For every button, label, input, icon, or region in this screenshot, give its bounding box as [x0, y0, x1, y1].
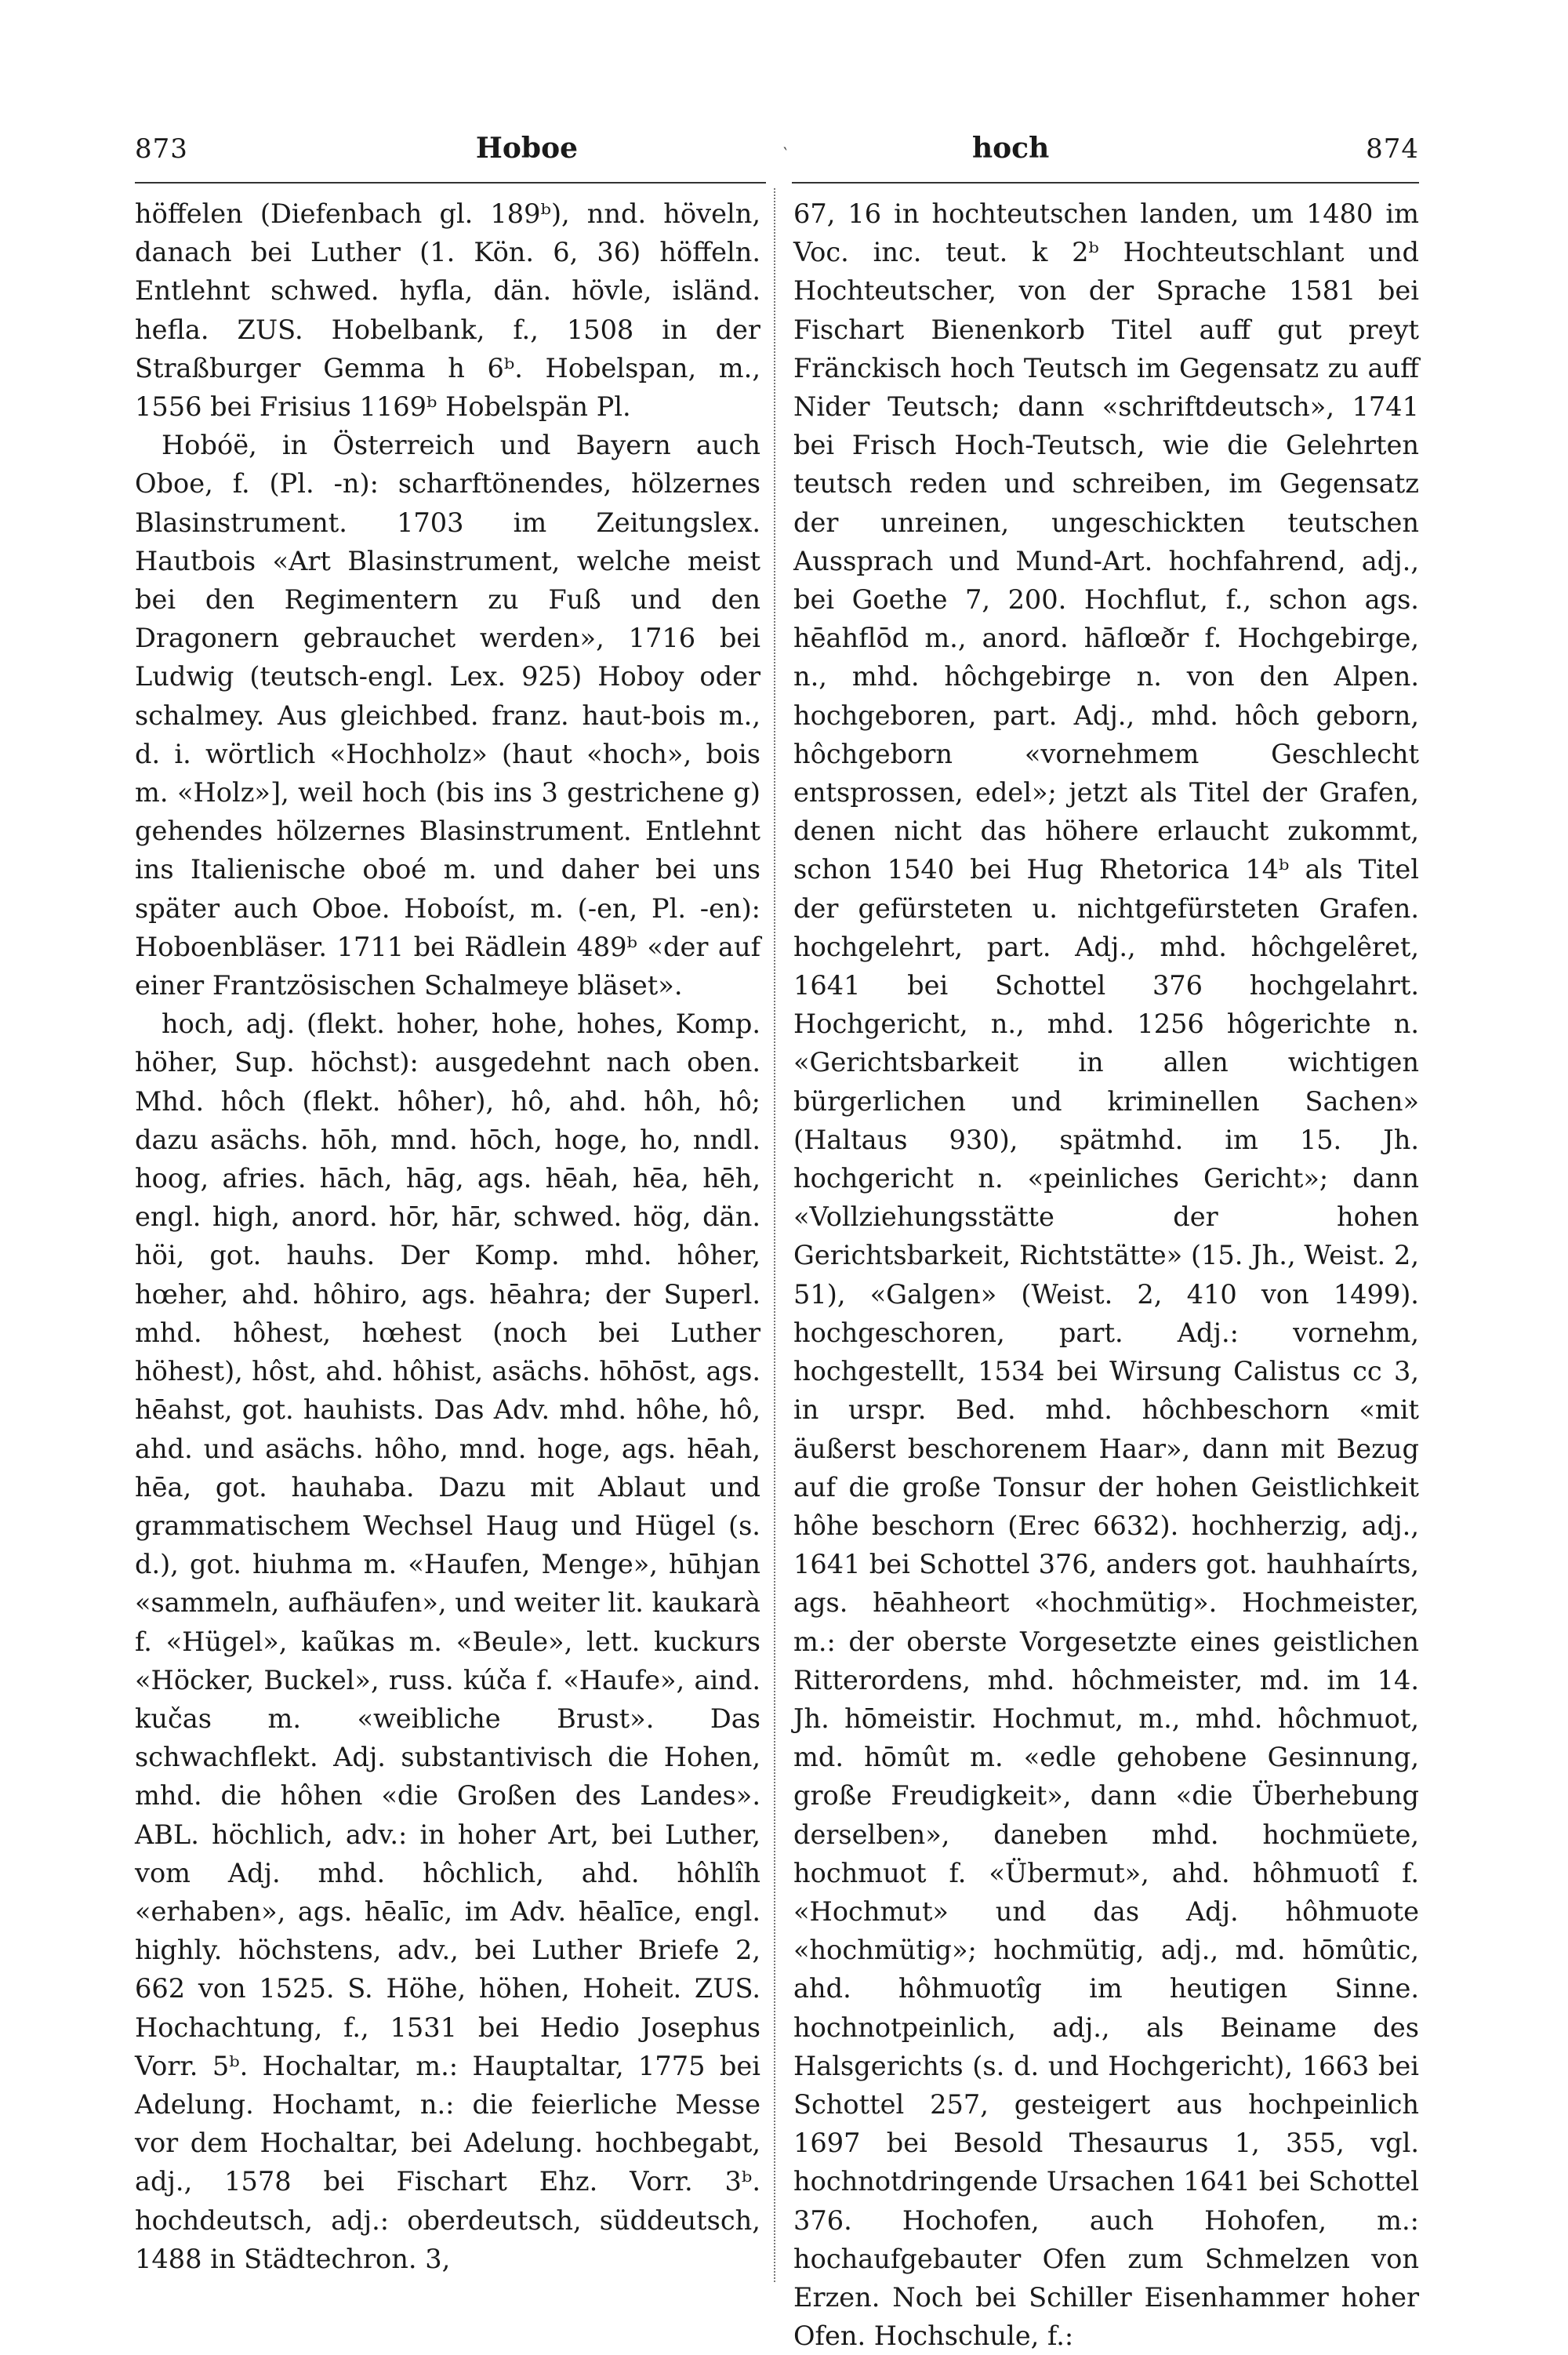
entry-hoch: hoch, adj. (flekt. hoher, hohe, hohes, Komp. höher, Sup. höchst): ausgedehnt nach oben. Mhd. hôch (flekt. hôher), hô, ahd. hôh, hô; dazu asächs. hōh, mnd. hōch, hoge, ho, nndl. hoog, afries. hāch, hāg, ags. hēah, hēa, hēh, engl. high, anord. hōr, hār, schwed. hög, dän. höi, got. hauhs. Der Komp. mhd. hôher, hœher, ahd. hôhiro, ags. hēahra; der Superl. mhd. hôhest, hœhest (noch bei Luther höhest), hôst, ahd. hôhist, asächs. hōhōst, ags. hēahst, got. hauhists. Das Adv. mhd. hôhe, hô, ahd. und asächs. hôho, mnd. hoge, ags. hēah, hēa, got. hauhaba. Dazu mit Ablaut und grammatischem Wechsel Haug und Hügel (s. d.), got. hiuhma m. «Haufen, Menge», hūhjan «sammeln, aufhäufen», und weiter lit. kaukarà f. «Hügel», kaũkas m. «Beule», lett. kuckurs «Höcker, Buckel», russ. kúča f. «Haufe», aind. kučas m. «weibliche Brust». Das schwachflekt. Adj. substantivisch die Hohen, mhd. die hôhen «die Großen des Landes». ABL. höchlich, adv.: in hoher Art, bei Luther, vom Adj. mhd. hôchlich, ahd. hôhlîh «erhaben», ags. hēalīc, im Adv. hēalīce, engl. highly. höchstens, adv., bei Luther Briefe 2, 662 von 1525. S. Höhe, höhen, Hoheit. ZUS. Hochachtung, f., 1531 bei Hedio Josephus Vorr. 5ᵇ. Hochaltar, m.: Hauptaltar, 1775 bei Adelung. Hochamt, n.: die feierliche Messe vor dem Hochaltar, bei Adelung. hochbegabt, adj., 1578 bei Fischart Ehz. Vorr. 3ᵇ. hochdeutsch, adj.: oberdeutsch, süddeutsch, 1488 in Städtechron. 3,	[135, 1009, 760, 2274]
gutter-mark: ‵	[783, 145, 787, 165]
left-page-number: 873	[135, 133, 188, 165]
left-header-rule	[135, 182, 766, 184]
entry-hoboe: Hobóë, in Österreich und Bayern auch Oboe, f. (Pl. -n): scharftönendes, hölzernes Blasinstrument. 1703 im Zeitungslex. Hautbois «Art Blasinstrument, welche meist bei den Regimentern zu Fuß und den Dragonern gebrauchet werden», 1716 bei Ludwig (teutsch-engl. Lex. 925) Hoboy oder schalmey. Aus gleichbed. franz. haut-bois m., d. i. wörtlich «Hochholz» (haut «hoch», bois m. «Holz»], weil hoch (bis ins 3 gestrichene g) gehendes hölzernes Blasinstrument. Entlehnt ins Italienische oboé m. und daher bei uns später auch Oboe. Hoboíst, m. (-en, Pl. -en): Hoboenbläser. 1711 bei Rädlein 489ᵇ «der auf einer Frantzösischen Schalmeye bläset».	[135, 430, 760, 1001]
entry-hobeln-continued: höffelen (Diefenbach gl. 189ᵇ), nnd. höveln, danach bei Luther (1. Kön. 6, 36) höffeln. Entlehnt schwed. hyfla, dän. hövle, isländ. hefla. ZUS. Hobelbank, f., 1508 in der Straßburger Gemma h 6ᵇ. Hobelspan, m., 1556 bei Frisius 1169ᵇ Hobelspän Pl.	[135, 198, 760, 423]
right-running-header	[792, 132, 1419, 165]
right-headword: hoch	[972, 132, 1050, 165]
right-header-rule	[792, 182, 1419, 184]
entry-hoch-continued: 67, 16 in hochteutschen landen, um 1480 im Voc. inc. teut. k 2ᵇ Hochteutschlant und Hochteutscher, von der Sprache 1581 bei Fischart Bienenkorb Titel auff gut preyt Fränckisch hoch Teutsch im Gegensatz zu auff Nider Teutsch; dann «schriftdeutsch», 1741 bei Frisch Hoch-Teutsch, wie die Gelehrten teutsch reden und schreiben, im Gegensatz der unreinen, ungeschickten teutschen Aussprach und Mund-Art. hochfahrend, adj., bei Goethe 7, 200. Hochflut, f., schon ags. hēahflōd m., anord. hāflœðr f. Hochgebirge, n., mhd. hôchgebirge n. von den Alpen. hochgeboren, part. Adj., mhd. hôch geborn, hôchgeborn «vornehmem Geschlecht entsprossen, edel»; jetzt als Titel der Grafen, denen nicht das höhere erlaucht zukommt, schon 1540 bei Hug Rhetorica 14ᵇ als Titel der gefürsteten u. nichtgefürsteten Grafen. hochgelehrt, part. Adj., mhd. hôchgelêret, 1641 bei Schottel 376 hochgelahrt. Hochgericht, n., mhd. 1256 hôgerichte n. «Gerichtsbarkeit in allen wichtigen bürgerlichen und kriminellen Sachen» (Haltaus 930), spätmhd. im 15. Jh. hochgericht n. «peinliches Gericht»; dann «Vollziehungsstätte der hohen Gerichtsbarkeit, Richtstätte» (15. Jh., Weist. 2, 51), «Galgen» (Weist. 2, 410 von 1499). hochgeschoren, part. Adj.: vornehm, hochgestellt, 1534 bei Wirsung Calistus cc 3, in urspr. Bed. mhd. hôchbeschorn «mit äußerst beschorenem Haar», dann mit Bezug auf die große Tonsur der hohen Geistlichkeit hôhe beschorn (Erec 6632). hochherzig, adj., 1641 bei Schottel 376, anders got. hauhhaírts, ags. hēahheort «hochmütig». Hochmeister, m.: der oberste Vorgesetzte eines geistlichen Ritterordens, mhd. hôchmeister, md. im 14. Jh. hōmeistir. Hochmut, m., mhd. hôchmuot, md. hōmût m. «edle gehobene Gesinnung, große Freudigkeit», dann «die Überhebung derselben», daneben mhd. hochmüete, hochmuot f. «Übermut», ahd. hôhmuotî f. «Hochmut» und das Adj. hôhmuote «hochmütig»; hochmütig, adj., md. hōmûtic, ahd. hôhmuotîg im heutigen Sinne. hochnotpeinlich, adj., als Beiname des Halsgerichts (s. d. und Hochgericht), 1663 bei Schottel 257, gesteigert aus hochpeinlich 1697 bei Besold Thesaurus 1, 355, vgl. hochnotdringende Ursachen 1641 bei Schottel 376. Hochofen, auch Hohofen, m.: hochaufgebauter Ofen zum Schmelzen von Erzen. Noch bei Schiller Eisenhammer hoher Ofen. Hochschule, f.:	[793, 198, 1419, 2352]
left-column	[135, 194, 760, 2280]
left-running-header	[135, 132, 766, 165]
right-page-number: 874	[1366, 133, 1419, 165]
column-divider	[774, 188, 775, 2282]
left-headword: Hoboe	[475, 132, 578, 165]
right-column	[793, 194, 1419, 2352]
